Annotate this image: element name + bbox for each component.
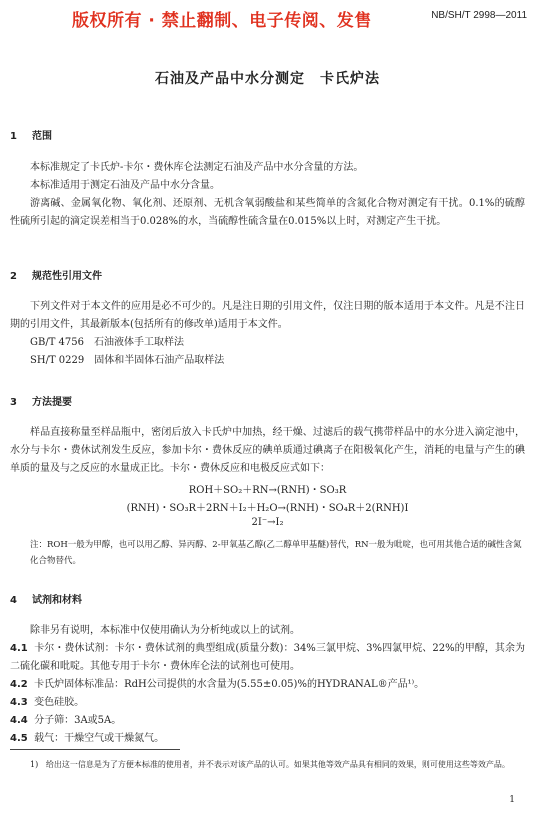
page-number: 1: [509, 795, 515, 805]
reference-item: SH/T 0229 固体和半固体石油产品取样法: [30, 355, 225, 366]
section-title: 范围: [32, 131, 52, 142]
section-title: 试剂和材料: [32, 595, 82, 606]
list-item: [10, 694, 525, 712]
section-number: 1: [10, 131, 17, 142]
item-number: 4.5: [10, 733, 28, 744]
paragraph: 本标准规定了卡氏炉-卡尔・费休库仑法测定石油及产品中水分含量的方法。: [30, 162, 364, 173]
section-number: 4: [10, 595, 17, 606]
paragraph: 除非另有说明，本标准中仅使用确认为分析纯或以上的试剂。: [30, 625, 300, 636]
reference-item: GB/T 4756 石油液体手工取样法: [30, 337, 185, 348]
section-number: 2: [10, 271, 17, 282]
list-item: [10, 640, 525, 676]
footnote-mark: 1): [30, 760, 39, 769]
note-text: ROH一般为甲醇，也可以用乙醇、异丙醇、2-甲氧基乙醇(乙二醇单甲基醚)替代，RN一般为吡啶，也可用其他合适的碱性含氮化合物替代。: [30, 540, 522, 566]
paragraph: 本标准适用于测定石油及产品中水分含量。: [30, 180, 220, 191]
section-1-heading: [10, 127, 52, 142]
footnote-divider: [10, 749, 180, 750]
item-number: 4.3: [10, 697, 28, 708]
section-3-heading: [10, 393, 72, 408]
item-text: 载气：干燥空气或干燥氮气。: [34, 733, 165, 744]
section-number: 3: [10, 397, 17, 408]
item-text: 变色硅胶。: [34, 697, 85, 708]
item-number: 4.1: [10, 643, 28, 654]
section-title: 方法提要: [32, 397, 72, 408]
item-text: 卡尔・费休试剂：卡尔・费休试剂的典型组成(质量分数)：34%三氯甲烷、3%四氯甲烷、22%的甲醇，其余为二硫化碳和吡啶。其他专用于卡尔・费休库仑法的试剂也可使用。: [10, 643, 526, 672]
paragraph: 下列文件对于本文件的应用是必不可少的。凡是注日期的引用文件，仅注日期的版本适用于本文件。凡是不注日期的引用文件，其最新版本(包括所有的修改单)适用于本文件。: [10, 301, 525, 330]
list-item: [10, 730, 525, 748]
section-title: 规范性引用文件: [32, 271, 102, 282]
list-item: [10, 676, 525, 694]
paragraph: 游离碱、金属氧化物、氧化剂、还原剂、无机含氧弱酸盐和某些简单的含氮化合物对测定有干扰。0.1%的硫醇性硫所引起的滴定误差相当于0.028%的水，当硫醇性硫含量在0.015%以上时，对测定产生干扰。: [10, 198, 525, 227]
footnote: [30, 757, 525, 772]
standard-number: NB/SH/T 2998—2011: [431, 10, 527, 21]
item-text: 分子筛：3A或5A。: [34, 715, 122, 726]
note: [30, 537, 528, 569]
section-2-heading: [10, 267, 102, 282]
paragraph: 样品直接称量至样品瓶中，密闭后放入卡氏炉中加热，经干燥、过滤后的载气携带样品中的水分进入滴定池中，水分与卡尔・费休试剂发生反应，参加卡尔・费休反应的碘单质通过碘离子在阳极氧化产生，消耗的电量与产生的碘单质的量及与之反应的水量成正比。卡尔・费休反应和电极反应式如下：: [10, 427, 525, 474]
note-label: 注：: [30, 540, 48, 550]
item-text: 卡氏炉固体标准品：RdH公司提供的水含量为(5.55±0.05)%的HYDRANAL®产品¹⁾。: [34, 679, 425, 690]
equation: ROH＋SO₂＋RN→(RNH)・SO₃R: [188, 485, 347, 496]
section-4-heading: [10, 591, 82, 606]
watermark-text: 版权所有 · 禁止翻制、电子传阅、发售: [72, 11, 372, 31]
item-number: 4.4: [10, 715, 28, 726]
equation: 2I⁻→I₂: [251, 517, 284, 528]
item-number: 4.2: [10, 679, 28, 690]
footnote-text: 给出这一信息是为了方便本标准的使用者，并不表示对该产品的认可。如果其他等效产品具有相同的效果，则可使用这些等效产品。: [45, 760, 510, 769]
list-item: [10, 712, 525, 730]
page-title: 石油及产品中水分测定 卡氏炉法: [155, 71, 380, 87]
equation: (RNH)・SO₃R＋2RN＋I₂＋H₂O→(RNH)・SO₄R＋2(RNH)I: [126, 503, 409, 514]
